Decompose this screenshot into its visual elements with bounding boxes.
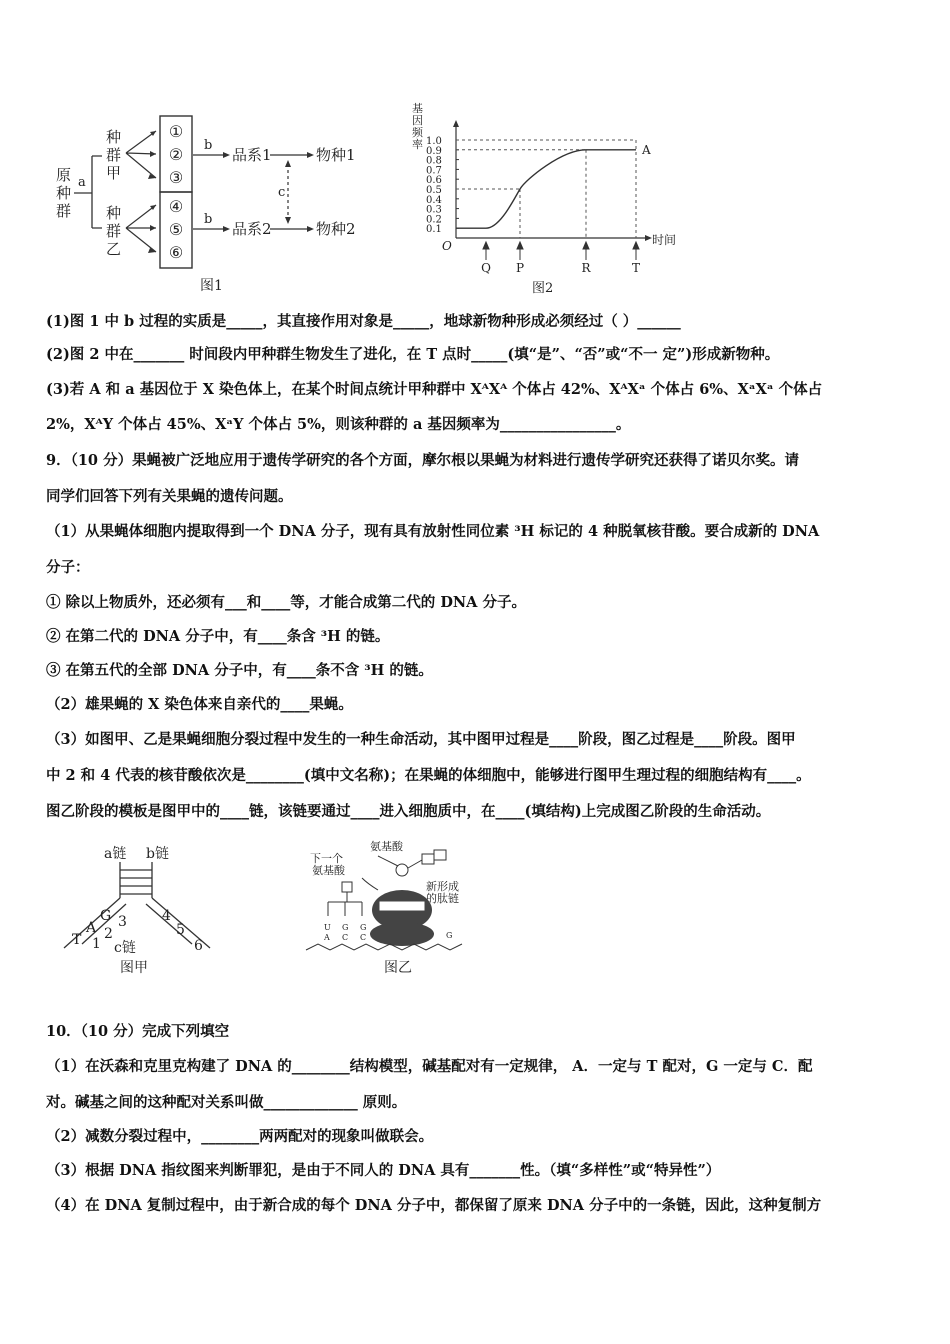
- fig1-caption: 图1: [200, 278, 223, 294]
- figB-new-chain-1: 新形成: [426, 880, 459, 893]
- fig1-a-label: a: [78, 175, 86, 190]
- fig1-groupA-2: 群: [106, 146, 122, 164]
- q10-part3: （3）根据 DNA 指纹图来判断罪犯，是由于不同人的 DNA 具有_______性。（填“多样性”或“特异性”）: [46, 1162, 721, 1179]
- fig1-strain-1: 品系1: [232, 146, 272, 164]
- fig1-species-2: 物种2: [316, 220, 356, 238]
- figA-letter-G: G: [100, 908, 112, 924]
- figA-num-2: 2: [104, 926, 113, 942]
- q8-part1: (1)图 1 中 b 过程的实质是_____，其直接作用对象是_____，地球新物种形成必须经过（ ）______: [46, 313, 681, 330]
- fig2-ytick-label: 1.0: [426, 136, 442, 147]
- q9-part3a: （3）如图甲、乙是果蝇细胞分裂过程中发生的一种生命活动，其中图甲过程是____阶段，图乙过程是____阶段。图甲: [46, 731, 796, 748]
- figB-new-chain-2: 的肽链: [426, 892, 459, 905]
- fig2-ytick-label: 0.9: [426, 145, 442, 157]
- q9-part3b: 中 2 和 4 代表的核苷酸依次是________(填中文名称)；在果蝇的体细胞中，能够进行图甲生理过程的细胞结构有____。: [46, 767, 811, 784]
- fig1-strain-2: 品系2: [232, 220, 272, 238]
- figB-base-6: C: [360, 933, 367, 942]
- q10-part1b: 对。碱基之间的这种配对关系叫做_____________ 原则。: [46, 1094, 407, 1111]
- q10-part2: （2）减数分裂过程中，________两两配对的现象叫做联会。: [46, 1128, 434, 1145]
- fig1-groupB-2: 群: [106, 222, 122, 240]
- q10-part4: （4）在 DNA 复制过程中，由于新合成的每个 DNA 分子中，都保留了原来 DNA 分子中的一条链，因此，这种复制方: [46, 1197, 822, 1214]
- fig1-groupA-1: 种: [106, 128, 122, 146]
- fig2-xpoint-arrow: [633, 242, 639, 260]
- figA-num-1: 1: [92, 936, 101, 952]
- fig2-xpoint-arrow: [517, 242, 523, 260]
- fig2-ytick-label: 0.5: [426, 185, 442, 196]
- fig2-ytick-label: 0.7: [426, 165, 442, 177]
- figure-1: [52, 108, 372, 298]
- figure-2-chart: [400, 100, 700, 300]
- fig2-ytick-label: 0.2: [426, 214, 442, 226]
- figB-next-aa-1: 下一个: [310, 852, 343, 865]
- figure-jia: [52, 840, 232, 980]
- q9-part2: （2）雄果蝇的 X 染色体来自亲代的____果蝇。: [46, 696, 353, 713]
- fig2-ytick-label: 0.3: [426, 204, 442, 216]
- fig1-b-label-2: b: [204, 212, 213, 227]
- fig2-ytick-label: 0.4: [426, 194, 442, 206]
- fig1-groupB-3: 乙: [106, 240, 122, 258]
- figA-letter-T: T: [72, 932, 82, 948]
- fig2-xpoint-arrow: [583, 242, 589, 260]
- figA-b-chain: b链: [146, 846, 169, 862]
- fig1-c-label: c: [278, 185, 286, 200]
- fig2-xpoint-label: Q: [481, 261, 491, 275]
- fig1-num-5: ⑤: [168, 220, 184, 239]
- figB-base-7: G: [446, 931, 453, 940]
- figA-num-3: 3: [118, 914, 127, 930]
- figB-base-1: U: [324, 923, 331, 932]
- fig2-xpoint-arrow: [483, 242, 489, 260]
- fig2-ylabel-4: 率: [412, 138, 423, 151]
- q8-part3b: 2%，XᴬY 个体占 45%、XᵃY 个体占 5%，则该种群的 a 基因频率为________________。: [46, 416, 631, 433]
- figB-mrna: [306, 944, 462, 950]
- fig1-groupA-3: 甲: [106, 164, 122, 182]
- fig2-ytick-label: 0.6: [426, 175, 442, 187]
- fig1-b-label-1: b: [204, 138, 213, 153]
- fig2-ylabel-2: 因: [412, 114, 423, 127]
- figB-ribosome-small: [370, 922, 434, 946]
- fig2-origin: O: [442, 239, 452, 253]
- fig2-ylabel-3: 频: [412, 126, 423, 139]
- figA-num-5: 5: [176, 922, 185, 938]
- fig1-origin-2: 种: [56, 184, 72, 202]
- q9-item-1: ① 除以上物质外，还必须有___和____等，才能合成第二代的 DNA 分子。: [46, 594, 526, 611]
- q9-part1: （1）从果蝇体细胞内提取得到一个 DNA 分子，现有具有放射性同位素 ³H 标记的 4 种脱氧核苷酸。要合成新的 DNA: [46, 523, 820, 540]
- fig2-caption: 图2: [532, 281, 554, 296]
- fig1-groupB-1: 种: [106, 204, 122, 222]
- figA-c-chain: c链: [114, 940, 136, 956]
- figB-next-aa-2: 氨基酸: [312, 864, 345, 877]
- fig1-num-4: ④: [168, 197, 184, 216]
- fig1-origin-3: 群: [56, 202, 72, 220]
- figA-num-4: 4: [162, 908, 171, 924]
- fig1-num-1: ①: [168, 122, 184, 141]
- q8-part3a: (3)若 A 和 a 基因位于 X 染色体上，在某个时间点统计甲种群中 XᴬXᴬ 个体占 42%、XᴬXᵃ 个体占 6%、XᵃXᵃ 个体占: [46, 381, 823, 398]
- q9-part1-cont: 分子：: [46, 559, 90, 576]
- q9-item-2: ② 在第二代的 DNA 分子中，有____条含 ³H 的链。: [46, 628, 390, 645]
- fig2-xlabel: 时间: [652, 233, 677, 247]
- figB-base-3: G: [342, 923, 349, 932]
- fig1-num-3: ③: [168, 168, 184, 187]
- figA-letter-A: A: [86, 920, 97, 936]
- q9-title: 9．（10 分）果蝇被广泛地应用于遗传学研究的各个方面，摩尔根以果蝇为材料进行遗传学研究还获得了诺贝尔奖。请: [46, 452, 800, 469]
- q9-item-3: ③ 在第五代的全部 DNA 分子中，有____条不含 ³H 的链。: [46, 662, 433, 679]
- figA-caption: 图甲: [120, 960, 148, 976]
- fig1-num-6: ⑥: [168, 243, 184, 262]
- figB-base-5: G: [360, 923, 367, 932]
- figB-aa: 氨基酸: [370, 840, 403, 853]
- q9-intro: 同学们回答下列有关果蝇的遗传问题。: [46, 488, 293, 505]
- q9-part3c: 图乙阶段的模板是图甲中的____链，该链要通过____进入细胞质中，在____(填结构)上完成图乙阶段的生命活动。: [46, 803, 771, 820]
- figB-base-4: C: [342, 933, 349, 942]
- fig2-curve-label: A: [642, 142, 651, 157]
- fig2-xpoint-label: P: [515, 261, 525, 275]
- q10-title: 10．（10 分）完成下列填空: [46, 1023, 230, 1040]
- q8-part2: (2)图 2 中在_______ 时间段内甲种群生物发生了进化，在 T 点时_____(填“是”、“否”或“不一 定”)形成新物种。: [46, 346, 780, 363]
- figA-num-6: 6: [194, 938, 203, 954]
- q10-part1a: （1）在沃森和克里克构建了 DNA 的________结构模型，碱基配对有一定规律， A．一定与 T 配对，G 一定与 C．配: [46, 1058, 813, 1075]
- fig1-species-1: 物种1: [316, 146, 356, 164]
- figB-caption: 图乙: [384, 960, 412, 976]
- fig2-ytick-label: 0.8: [426, 155, 442, 167]
- fig2-xpoint-label: T: [631, 261, 641, 275]
- fig2-ytick-label: 0.1: [426, 224, 442, 236]
- figB-base-2: A: [324, 933, 330, 942]
- fig1-origin-1: 原: [56, 166, 72, 184]
- figure-yi: [298, 838, 478, 978]
- fig2-xpoint-label: R: [581, 261, 591, 275]
- figA-a-chain: a链: [104, 846, 127, 862]
- fig1-num-2: ②: [168, 145, 184, 164]
- fig2-ylabel-1: 基: [412, 102, 423, 115]
